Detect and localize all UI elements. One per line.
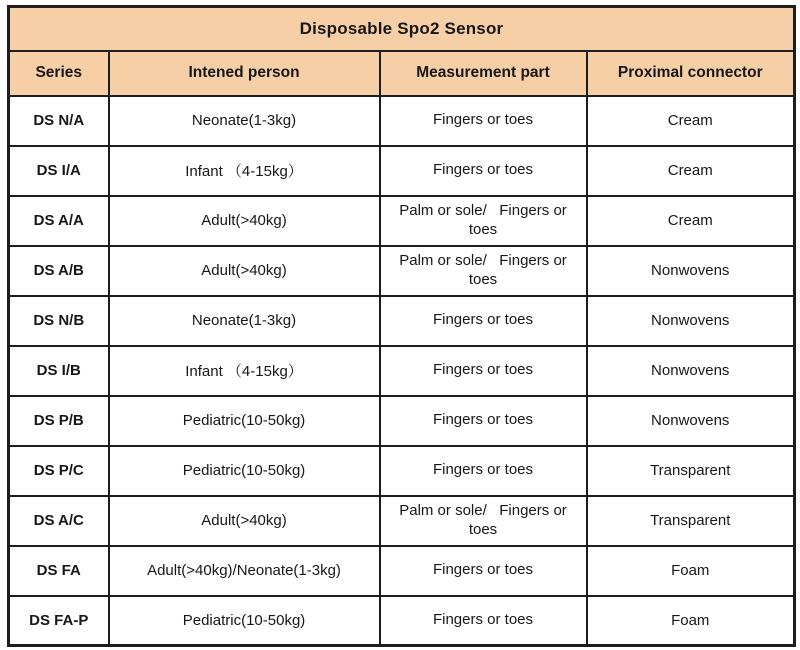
- cell-intened-person: Infant （4-15kg）: [109, 146, 380, 196]
- cell-intened-person: Adult(>40kg): [109, 496, 380, 546]
- cell-proximal-connector: Cream: [587, 146, 795, 196]
- column-header-intened-person: Intened person: [109, 51, 380, 96]
- cell-series: DS FA: [9, 546, 109, 596]
- table-body: [9, 96, 795, 646]
- cell-intened-person: Infant （4-15kg）: [109, 346, 380, 396]
- cell-proximal-connector: Cream: [587, 96, 795, 146]
- cell-measurement-part: Fingers or toes: [380, 446, 587, 496]
- cell-intened-person: Adult(>40kg): [109, 196, 380, 246]
- table-row: [9, 496, 795, 546]
- spo2-sensor-spec-table: [7, 5, 796, 647]
- cell-intened-person: Neonate(1-3kg): [109, 296, 380, 346]
- table-row: [9, 246, 795, 296]
- cell-measurement-part: Fingers or toes: [380, 396, 587, 446]
- cell-measurement-part: Fingers or toes: [380, 596, 587, 646]
- cell-intened-person: Neonate(1-3kg): [109, 96, 380, 146]
- cell-proximal-connector: Transparent: [587, 446, 795, 496]
- table-row: [9, 296, 795, 346]
- table-row: [9, 446, 795, 496]
- cell-measurement-part: Fingers or toes: [380, 296, 587, 346]
- table-title: Disposable Spo2 Sensor: [9, 7, 795, 51]
- cell-measurement-part: Fingers or toes: [380, 96, 587, 146]
- cell-intened-person: Adult(>40kg)/Neonate(1-3kg): [109, 546, 380, 596]
- column-header-series: Series: [9, 51, 109, 96]
- table-row: [9, 346, 795, 396]
- cell-series: DS I/A: [9, 146, 109, 196]
- table-row: [9, 196, 795, 246]
- cell-series: DS I/B: [9, 346, 109, 396]
- cell-series: DS A/B: [9, 246, 109, 296]
- cell-intened-person: Adult(>40kg): [109, 246, 380, 296]
- table-row: [9, 596, 795, 646]
- cell-series: DS P/C: [9, 446, 109, 496]
- cell-measurement-part: Palm or sole/ Fingers or toes: [380, 196, 587, 246]
- cell-measurement-part: Fingers or toes: [380, 146, 587, 196]
- cell-measurement-part: Fingers or toes: [380, 346, 587, 396]
- table-row: [9, 96, 795, 146]
- column-header-proximal-connector: Proximal connector: [587, 51, 795, 96]
- cell-intened-person: Pediatric(10-50kg): [109, 596, 380, 646]
- cell-proximal-connector: Nonwovens: [587, 246, 795, 296]
- cell-series: DS FA-P: [9, 596, 109, 646]
- cell-measurement-part: Fingers or toes: [380, 546, 587, 596]
- cell-measurement-part: Palm or sole/ Fingers or toes: [380, 496, 587, 546]
- table-row: [9, 546, 795, 596]
- cell-intened-person: Pediatric(10-50kg): [109, 396, 380, 446]
- cell-proximal-connector: Cream: [587, 196, 795, 246]
- cell-proximal-connector: Transparent: [587, 496, 795, 546]
- cell-proximal-connector: Foam: [587, 596, 795, 646]
- cell-intened-person: Pediatric(10-50kg): [109, 446, 380, 496]
- table-row: [9, 146, 795, 196]
- cell-proximal-connector: Nonwovens: [587, 296, 795, 346]
- cell-series: DS N/A: [9, 96, 109, 146]
- cell-series: DS P/B: [9, 396, 109, 446]
- table-header-row: [9, 51, 795, 96]
- cell-proximal-connector: Nonwovens: [587, 396, 795, 446]
- cell-proximal-connector: Nonwovens: [587, 346, 795, 396]
- cell-measurement-part: Palm or sole/ Fingers or toes: [380, 246, 587, 296]
- table-title-row: [9, 7, 795, 51]
- table-row: [9, 396, 795, 446]
- cell-series: DS A/A: [9, 196, 109, 246]
- cell-series: DS N/B: [9, 296, 109, 346]
- cell-proximal-connector: Foam: [587, 546, 795, 596]
- cell-series: DS A/C: [9, 496, 109, 546]
- column-header-measurement-part: Measurement part: [380, 51, 587, 96]
